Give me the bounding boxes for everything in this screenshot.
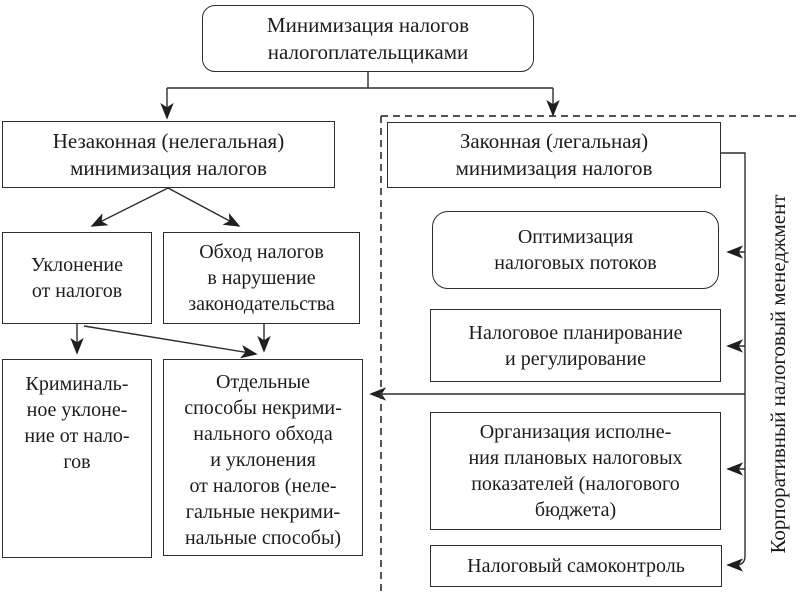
corporate-tax-management-label: Корпоративный налоговый менеджмент <box>765 194 790 554</box>
node-line: Организация исполне- <box>479 421 672 443</box>
node-tax-flow-optimization <box>432 211 719 289</box>
node-line: гальные некрими- <box>185 500 341 523</box>
node-line: и регулирование <box>505 347 646 370</box>
node-line: гов <box>63 451 91 473</box>
node-line: способы некрими- <box>184 396 342 419</box>
node-tax-minimization <box>202 5 534 72</box>
node-line: налоговых потоков <box>494 252 657 274</box>
node-line: минимизация налогов <box>455 156 653 180</box>
node-criminal-evasion <box>2 359 152 558</box>
node-line: Незаконная (нелегальная) <box>52 128 285 153</box>
node-line: Уклонение <box>31 254 123 276</box>
node-line: Отдельные <box>215 370 311 393</box>
node-line: законодательства <box>188 293 335 315</box>
node-separate-noncriminal-methods <box>163 359 363 556</box>
node-line: Обход налогов <box>199 241 324 263</box>
node-line: от налогов <box>31 280 123 302</box>
node-line: Минимизация налогов <box>266 12 470 37</box>
node-line: ное уклоне- <box>26 399 128 421</box>
connector-illegal-to-circumvention <box>168 188 239 226</box>
connector-legal-trunk <box>721 153 745 565</box>
node-line: ния плановых налоговых <box>468 447 683 469</box>
node-illegal-minimization <box>2 121 335 188</box>
node-line: Криминаль- <box>25 373 129 395</box>
node-line: минимизация налогов <box>70 155 267 180</box>
node-line: налогоплательщиками <box>267 39 469 64</box>
node-line: нального обхода <box>193 422 333 445</box>
node-line: Оптимизация <box>517 226 634 248</box>
node-line: ние от нало- <box>24 425 130 447</box>
node-line: бюджета) <box>534 499 617 521</box>
node-tax-circumvention <box>163 232 360 324</box>
node-line: Налоговый самоконтроль <box>467 555 685 577</box>
node-tax-evasion <box>2 232 152 324</box>
node-line: в нарушение <box>207 267 316 289</box>
node-line: от налогов (неле- <box>189 474 337 497</box>
node-line: показателей (налогового <box>471 473 680 495</box>
node-legal-minimization <box>387 122 721 188</box>
connector-illegal-to-evasion <box>92 188 168 226</box>
node-line: и уклонения <box>210 448 316 471</box>
node-line: нальные способы) <box>184 526 342 549</box>
node-line: Налоговое планирование <box>468 321 683 344</box>
node-line: Законная (легальная) <box>459 129 649 153</box>
node-planned-indicators-organization <box>430 412 721 530</box>
node-tax-planning-regulation <box>430 309 721 382</box>
connector-evasion-to-separate <box>84 326 256 354</box>
node-tax-self-control <box>430 545 722 587</box>
